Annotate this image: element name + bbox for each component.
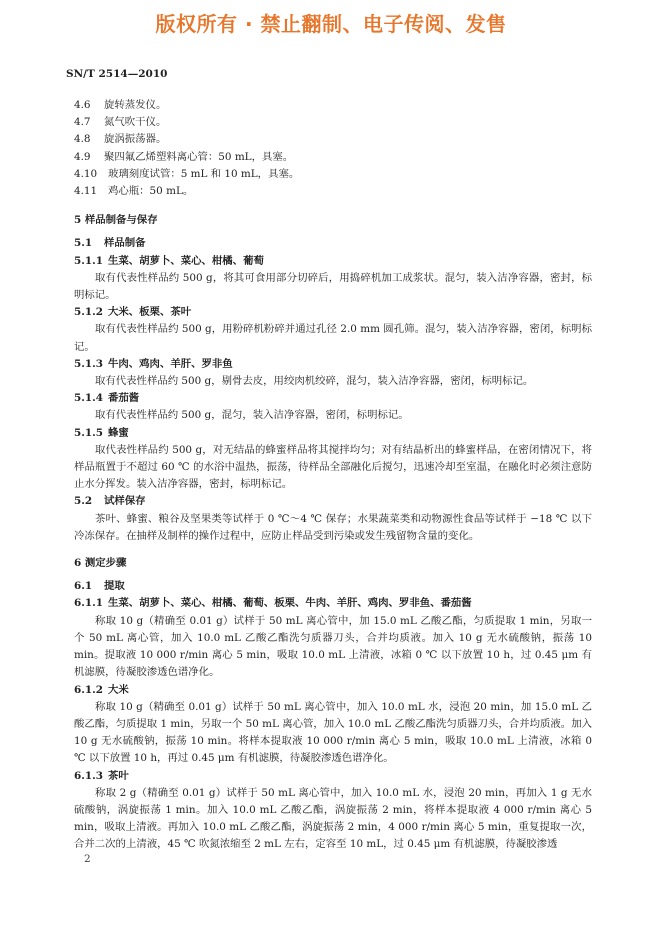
subsection-heading-5-1-5: 5.1.5 蜂蜜 xyxy=(74,426,129,439)
subsection-heading-6-1: 6.1 提取 xyxy=(74,580,125,593)
equipment-list xyxy=(74,97,592,200)
page-number: 2 xyxy=(84,853,91,865)
paragraph: 取有代表性样品约 500 g，剔骨去皮，用绞肉机绞碎，混匀，装入洁净容器，密闭，标明标记。 xyxy=(95,375,534,388)
section-heading-6: 6 测定步骤 xyxy=(74,557,127,570)
paragraph: 称取 2 g（精确至 0.01 g）试样于 50 mL 离心管中，加入 10.0 mL 水，浸泡 20 min，再加入 1 g 无水硫酸钠，涡旋振荡 1 min。加入 10.0 mL 乙酸乙酯，涡旋振荡 2 min，将样本提取液 4 000 r/min 离心 5 min，吸取上清液。再加入 10.0 mL 乙酸乙酯，涡旋振荡 2 min，4 000 r/min 离心 5 min，重复提取一次，合并二次的上清液，45 ℃ 吹氮浓缩至 2 mL 左右，定容至 10 mL，过 0.45 μm 有机滤膜，待凝胶渗透 xyxy=(74,786,592,851)
subsection-heading-5-1-2: 5.1.2 大米、板栗、茶叶 xyxy=(74,306,192,319)
list-item: 4.11 鸡心瓶：50 mL。 xyxy=(74,185,194,198)
subsection-heading-5-1-4: 5.1.4 番茄酱 xyxy=(74,392,140,405)
paragraph: 称取 10 g（精确至 0.01 g）试样于 50 mL 离心管中，加入 10.0 mL 水，浸泡 20 min，加 15.0 mL 乙酸乙酯，匀质提取 1 min，另取一个 50 mL 离心管，加入 10.0 mL 乙酸乙酯洗匀质器刀头，合并均质液。加入 10 g 无水硫酸钠，振荡 10 min。将样本提取液 10 000 r/min 离心 5 min，吸取 10.0 mL 上清液，冰箱 0 ℃ 以下放置 10 h，再过 0.45 μm 有机滤膜，待凝胶渗透色谱净化。 xyxy=(74,700,592,765)
subsection-heading-6-1-1: 6.1.1 生菜、胡萝卜、菜心、柑橘、葡萄、板栗、牛肉、羊肝、鸡肉、罗非鱼、番茄酱 xyxy=(74,597,472,610)
subsection-heading-6-1-3: 6.1.3 茶叶 xyxy=(74,769,129,782)
paragraph: 称取 10 g（精确至 0.01 g）试样于 50 mL 离心管中，加 15.0 mL 乙酸乙酯，匀质提取 1 min，另取一个 50 mL 离心管，加入 10.0 mL 乙酸乙酯洗匀质器刀头，合并均质液。加入 10 g 无水硫酸钠，振荡 10 min。提取液 10 000 r/min 离心 5 min，吸取 10.0 mL 上清液，冰箱 0 ℃ 以下放置 10 h，过 0.45 μm 有机滤膜，待凝胶渗透色谱净化。 xyxy=(74,614,592,679)
paragraph: 取有代表性样品约 500 g，将其可食用部分切碎后，用捣碎机加工成浆状。混匀，装入洁净容器，密封，标明标记。 xyxy=(74,271,592,302)
paragraph: 取有代表性样品约 500 g，混匀，装入洁净容器，密闭，标明标记。 xyxy=(95,409,409,422)
list-item: 4.8 旋涡振荡器。 xyxy=(74,133,167,146)
paragraph: 取代表性样品约 500 g，对无结晶的蜂蜜样品将其搅拌均匀；对有结晶析出的蜂蜜样品，在密闭情况下，将样品瓶置于不超过 60 ℃ 的水浴中温热，振荡，待样品全部融化后搅匀，迅速冷却至室温，在融化时必须注意防止水分挥发。装入洁净容器，密封，标明标记。 xyxy=(74,443,592,491)
list-item: 4.9 聚四氟乙烯塑料离心管：50 mL，具塞。 xyxy=(74,150,294,163)
document-code: SN/T 2514—2010 xyxy=(66,68,168,80)
subsection-heading-5-1: 5.1 样品制备 xyxy=(74,237,146,250)
subsection-heading-6-1-2: 6.1.2 大米 xyxy=(74,683,129,696)
document-body xyxy=(74,97,592,854)
subsection-heading-5-2: 5.2 试样保存 xyxy=(74,495,146,508)
list-item: 4.6 旋转蒸发仪。 xyxy=(74,99,167,111)
subsection-heading-5-1-1: 5.1.1 生菜、胡萝卜、菜心、柑橘、葡萄 xyxy=(74,254,264,267)
list-item: 4.7 氮气吹干仪。 xyxy=(74,116,167,129)
paragraph: 取有代表性样品约 500 g，用粉碎机粉碎并通过孔径 2.0 mm 圆孔筛。混匀，装入洁净容器，密闭，标明标记。 xyxy=(74,323,592,353)
paragraph: 茶叶、蜂蜜、粮谷及坚果类等试样于 0 ℃～4 ℃ 保存；水果蔬菜类和动物源性食品等试样于 −18 ℃ 以下冷冻保存。在抽样及制样的操作过程中，应防止样品受到污染或发生残留物含量的变化。 xyxy=(74,512,592,542)
section-heading-5: 5 样品制备与保存 xyxy=(74,214,158,227)
subsection-heading-5-1-3: 5.1.3 牛肉、鸡肉、羊肝、罗非鱼 xyxy=(74,357,233,370)
list-item: 4.10 玻璃刻度试管：5 mL 和 10 mL，具塞。 xyxy=(74,167,300,180)
copyright-watermark: 版权所有 · 禁止翻制、电子传阅、发售 xyxy=(155,12,507,36)
